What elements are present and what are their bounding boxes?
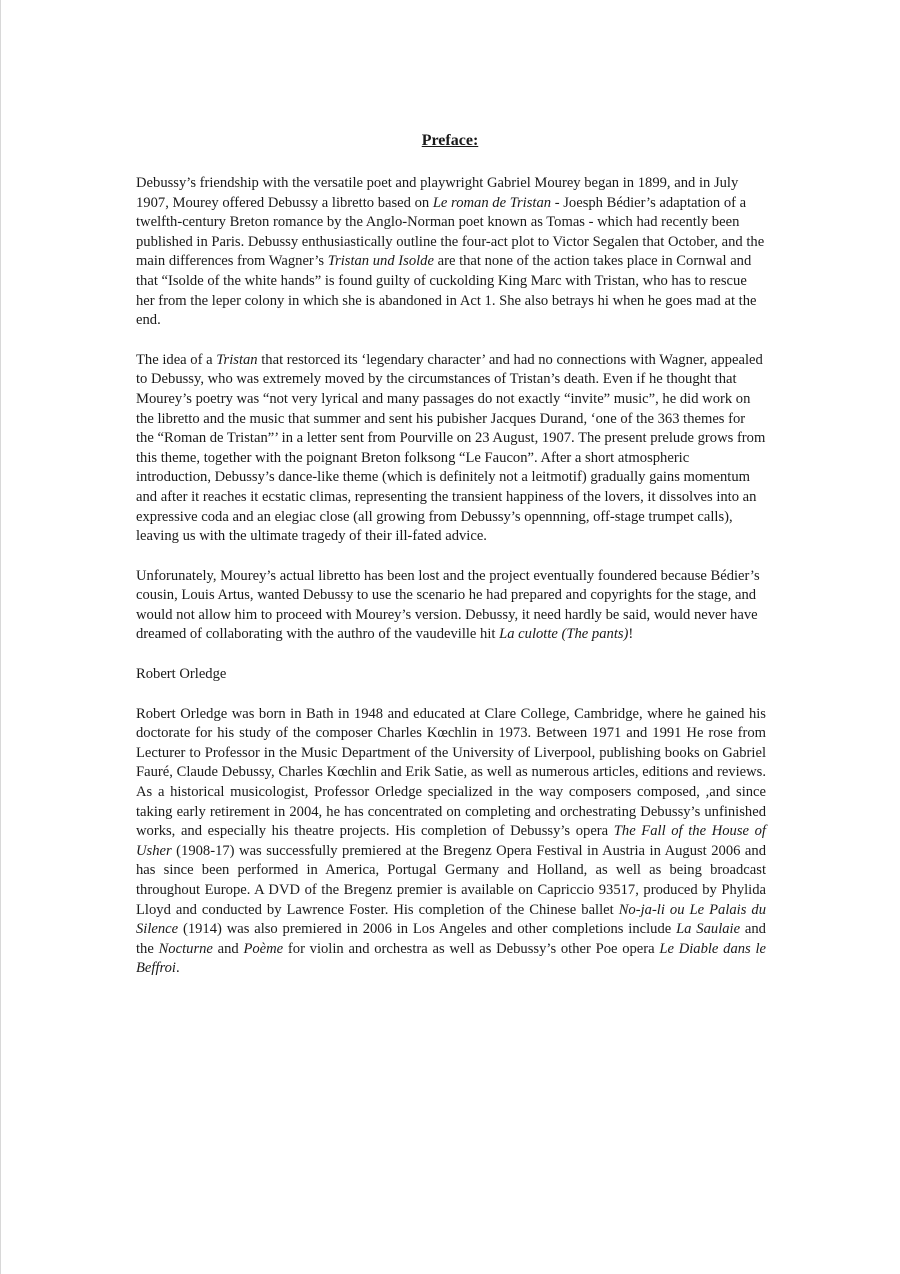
text-run: (1908-17) was successfully premiered at the Bregenz Opera Festival in Austria in August 2006 and has since been performed in America, Portugal Germany and Holland, as well as being broadcast throughout Europe. A DVD of the Bregenz premier is available on Capriccio 93517, produced by Phylida Lloyd and conducted by Lawrence Foster. His completion of the Chinese ballet bbox=[136, 842, 766, 918]
text-run: Unforunately, Mourey’s actual libretto has been lost and the project eventually foundered because Bédier’s cousin, Louis Artus, wanted Debussy to use the scenario he had prepared and copyrights for the stage, and would not allow him to proceed with Mourey’s version. Debussy, it need hardly be said, would never have dreamed of collaborating with the authro of the vaudeville hit bbox=[136, 567, 760, 643]
text-run: (1914) was also premiered in 2006 in Los Angeles and other completions include bbox=[178, 921, 677, 938]
body-text bbox=[136, 174, 766, 999]
paragraph-1 bbox=[136, 174, 766, 331]
paragraph-3 bbox=[136, 567, 766, 645]
text-run: and bbox=[212, 940, 244, 957]
italic-text-run: Le roman de Tristan bbox=[432, 194, 552, 211]
italic-text-run: Le Diable dans le Beffroi bbox=[136, 940, 766, 977]
author-bio bbox=[136, 705, 766, 979]
author-signature: Robert Orledge bbox=[136, 666, 227, 683]
italic-text-run: The Fall of the House of Usher bbox=[136, 823, 766, 859]
italic-text-run: La culotte (The pants) bbox=[499, 626, 629, 643]
italic-text-run: La Saulaie bbox=[676, 921, 741, 938]
paragraph-2 bbox=[136, 351, 766, 547]
text-run: Robert Orledge was born in Bath in 1948 and educated at Clare College, Cambridge, where he gained his doctorate for his study of the composer Charles Kœchlin in 1973. Between 1971 and 1991 He rose from Lecturer to Professor in the Music Department of the University of Liverpool, publishing books on Gabriel Fauré, Claude Debussy, Charles Kœchlin and Erik Satie, as well as numerous articles, editions and reviews. As a historical musicologist, Professor Orledge specialized in the way composers composed, ,and since taking early retirement in 2004, he has concentrated on completing and orchestrating Debussy’s unfinished works, and especially his theatre projects. His completion of Debussy’s opera bbox=[136, 705, 766, 840]
text-run: Debussy’s friendship with the versatile poet and playwright Gabriel Mourey began in 1899, and in July 1907, Mourey offered Debussy a libretto based on bbox=[136, 175, 739, 211]
text-run: The idea of a bbox=[136, 351, 217, 368]
italic-text-run: Poème bbox=[243, 940, 284, 957]
italic-text-run: Tristan bbox=[216, 351, 258, 368]
text-run: for violin and orchestra as well as Debussy’s other Poe opera bbox=[283, 940, 660, 957]
page-title: Preface: bbox=[421, 132, 479, 149]
text-run: - Joesph Bédier’s adaptation of a twelfth-century Breton romance by the Anglo-Norman poet known as Tomas - which had recently been published in Paris. Debussy enthusiastically outline the four-act plot to Victor Segalen that October, and the main differences from Wagner’s bbox=[136, 194, 765, 270]
text-run: and the bbox=[136, 921, 766, 957]
italic-text-run: Tristan und Isolde bbox=[327, 253, 434, 270]
text-run: are that none of the action takes place in Cornwal and that “Isolde of the white hands” is found guilty of cuckolding King Marc with Tristan, who has to rescue her from the leper colony in which she is abandoned in Act 1. She also betrays hi when he goes mad at the end. bbox=[136, 253, 757, 329]
italic-text-run: No-ja-li ou Le Palais du Silence bbox=[136, 901, 766, 938]
text-run: ! bbox=[628, 626, 634, 643]
text-run: that restorced its ‘legendary character’ and had no connections with Wagner, appealed to Debussy, who was extremely moved by the circumstances of Tristan’s death. Even if he thought that Mourey’s poetry was “not very lyrical and many passages do not exactly “invite” music”, he did work on the libretto and the music that summer and sent his pubisher Jacques Durand, ‘one of the 363 themes for the “Roman de Tristan”’ in a letter sent from Pourville on 23 August, 1907. The present prelude grows from this theme, together with the poignant Breton folksong “Le Faucon”. After a short atmospheric introduction, Debussy’s dance-like theme (which is definitely not a leitmotif) gradually gains momentum and after it reaches it ecstatic climas, representing the transient happiness of the lovers, it dissolves into an expressive coda and an elegiac close (all growing from Debussy’s opennning, off-stage trumpet calls), leaving us with the ultimate tragedy of their ill-fated advice. bbox=[136, 351, 766, 545]
italic-text-run: Nocturne bbox=[158, 940, 213, 957]
text-run: . bbox=[176, 960, 180, 977]
